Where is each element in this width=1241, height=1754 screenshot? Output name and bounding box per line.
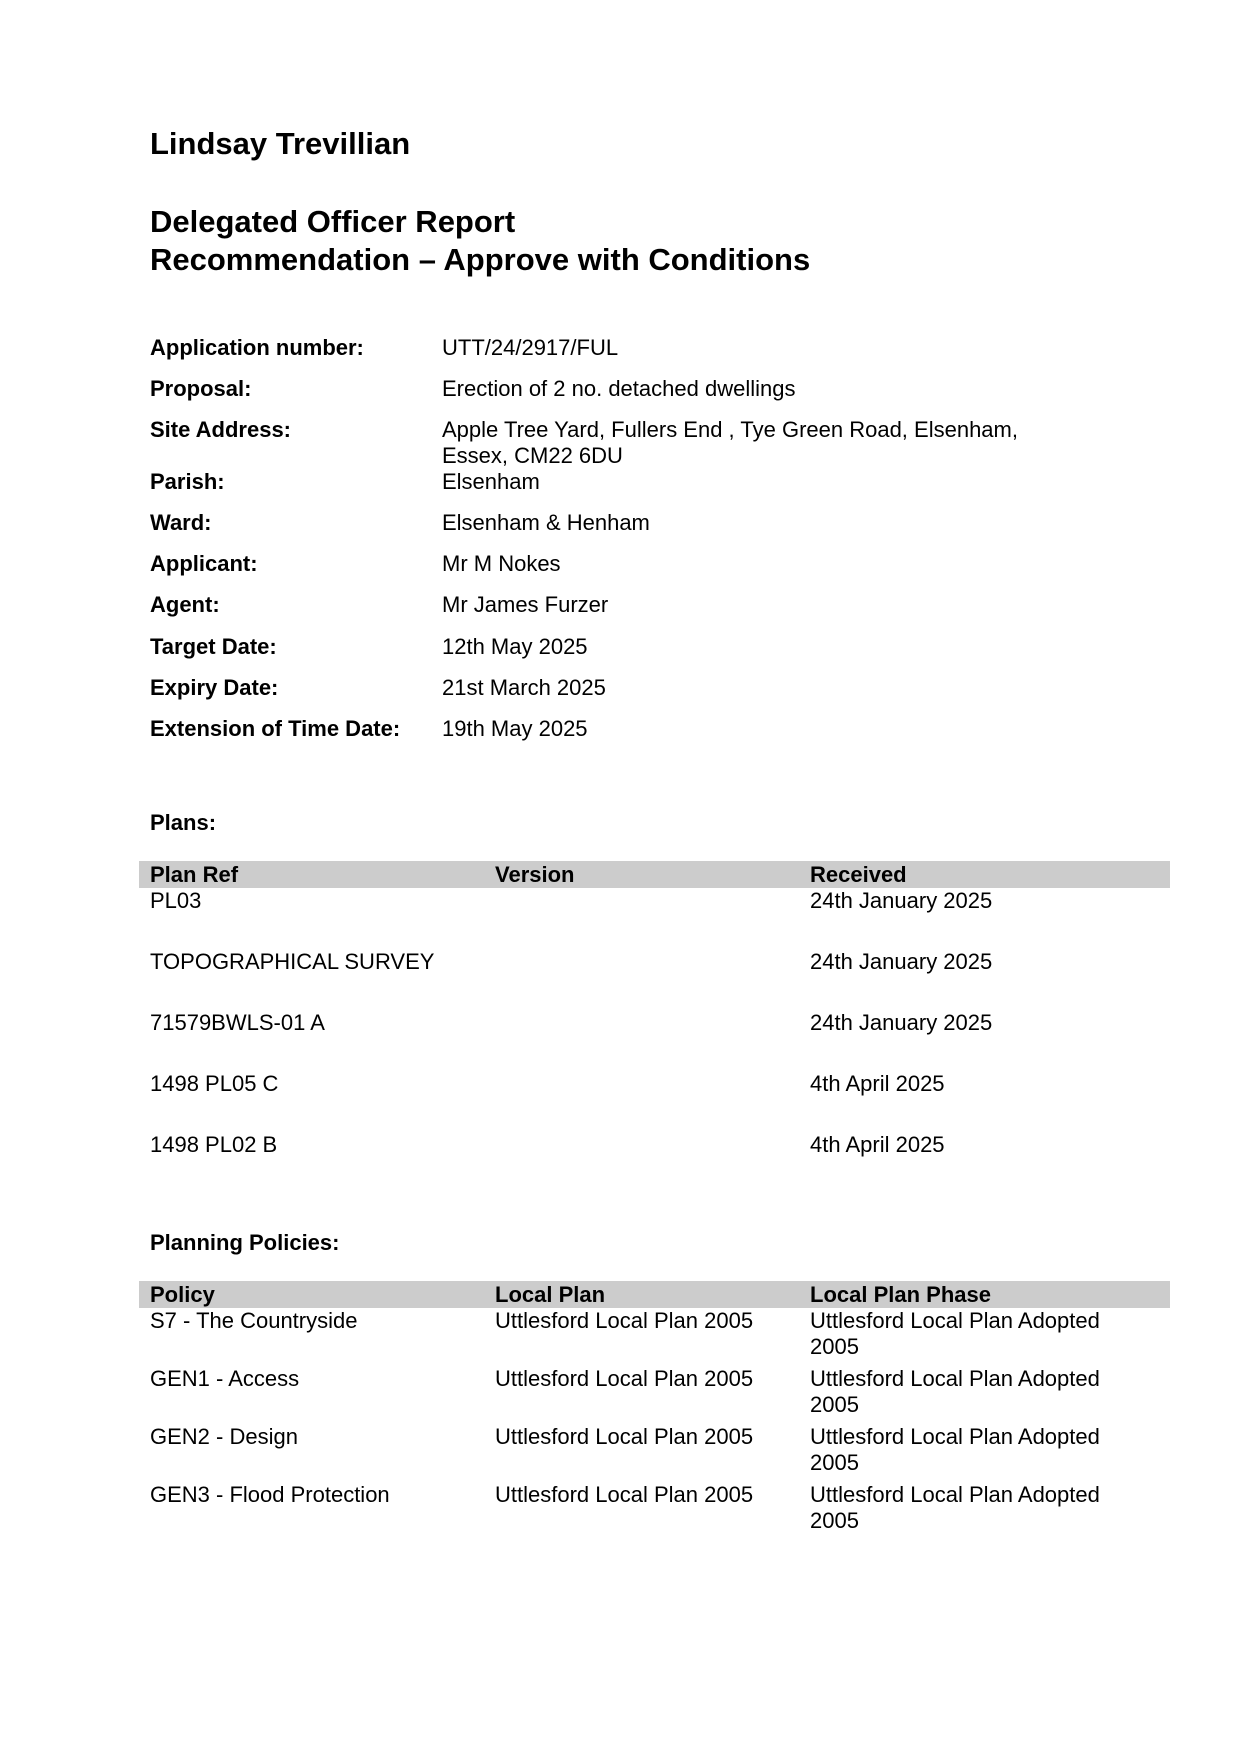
plan-received: 4th April 2025 <box>810 1071 945 1096</box>
table-row <box>139 1132 1170 1193</box>
detail-extension-date <box>150 716 1100 742</box>
policy-name: S7 - The Countryside <box>150 1308 358 1333</box>
policy-local-plan: Uttlesford Local Plan 2005 <box>495 1482 754 1507</box>
detail-label: Applicant: <box>150 551 258 576</box>
plan-received: 24th January 2025 <box>810 888 993 913</box>
detail-ward <box>150 510 1100 536</box>
detail-value: 12th May 2025 <box>442 634 588 659</box>
policies-table <box>139 1281 1170 1540</box>
policy-phase: Uttlesford Local Plan Adopted 2005 <box>810 1482 1100 1533</box>
policies-table-header <box>139 1281 1170 1308</box>
detail-label: Expiry Date: <box>150 675 279 700</box>
detail-site-address <box>150 417 1100 469</box>
column-header: Local Plan Phase <box>810 1282 991 1307</box>
policy-phase: Uttlesford Local Plan Adopted 2005 <box>810 1308 1100 1359</box>
column-header: Policy <box>150 1282 215 1307</box>
column-header: Plan Ref <box>150 862 239 887</box>
detail-value-line2: Essex, CM22 6DU <box>442 443 623 468</box>
column-header: Local Plan <box>495 1282 606 1307</box>
detail-application-number <box>150 335 1100 361</box>
detail-applicant <box>150 551 1100 577</box>
detail-target-date <box>150 634 1100 660</box>
detail-label: Target Date: <box>150 634 277 659</box>
detail-label: Ward: <box>150 510 212 535</box>
policy-name: GEN1 - Access <box>150 1366 300 1391</box>
detail-proposal <box>150 376 1100 402</box>
plan-received: 24th January 2025 <box>810 1010 993 1035</box>
detail-value: UTT/24/2917/FUL <box>442 335 619 360</box>
plan-ref: PL03 <box>150 888 202 913</box>
detail-label: Application number: <box>150 335 364 360</box>
detail-label: Parish: <box>150 469 225 494</box>
policies-heading: Planning Policies: <box>150 1230 340 1255</box>
officer-name: Lindsay Trevillian <box>150 126 411 161</box>
table-row <box>139 1308 1170 1366</box>
table-row <box>139 1424 1170 1482</box>
plan-received: 24th January 2025 <box>810 949 993 974</box>
policy-local-plan: Uttlesford Local Plan 2005 <box>495 1308 754 1333</box>
policy-phase: Uttlesford Local Plan Adopted 2005 <box>810 1366 1100 1417</box>
detail-label: Site Address: <box>150 417 292 442</box>
detail-agent <box>150 592 1100 618</box>
detail-parish <box>150 469 1100 495</box>
column-header: Received <box>810 862 907 887</box>
table-row <box>139 1366 1170 1424</box>
detail-value: Apple Tree Yard, Fullers End , Tye Green Road, Elsenham, <box>442 417 1018 442</box>
detail-value: 19th May 2025 <box>442 716 588 741</box>
plan-ref: 71579BWLS-01 A <box>150 1010 325 1035</box>
plan-ref: 1498 PL05 C <box>150 1071 279 1096</box>
detail-value: Erection of 2 no. detached dwellings <box>442 376 796 401</box>
detail-value: Elsenham & Henham <box>442 510 650 535</box>
detail-value: Mr M Nokes <box>442 551 561 576</box>
policy-phase: Uttlesford Local Plan Adopted 2005 <box>810 1424 1100 1475</box>
detail-label: Extension of Time Date: <box>150 716 401 741</box>
plans-table-header <box>139 861 1170 888</box>
detail-label: Agent: <box>150 592 220 617</box>
detail-value: Mr James Furzer <box>442 592 609 617</box>
plans-heading: Plans: <box>150 810 217 835</box>
plan-ref: 1498 PL02 B <box>150 1132 278 1157</box>
policy-local-plan: Uttlesford Local Plan 2005 <box>495 1366 754 1391</box>
report-title-line1: Delegated Officer Report <box>150 204 516 239</box>
table-row <box>139 1071 1170 1132</box>
table-row <box>139 888 1170 949</box>
table-row <box>139 949 1170 1010</box>
policy-name: GEN2 - Design <box>150 1424 298 1449</box>
recommendation: Recommendation – Approve with Conditions <box>150 242 811 277</box>
plans-table <box>139 861 1170 1193</box>
report-title <box>150 203 810 279</box>
policy-name: GEN3 - Flood Protection <box>150 1482 390 1507</box>
detail-value: 21st March 2025 <box>442 675 606 700</box>
plan-ref: TOPOGRAPHICAL SURVEY <box>150 949 435 974</box>
detail-label: Proposal: <box>150 376 252 401</box>
table-row <box>139 1482 1170 1540</box>
table-row <box>139 1010 1170 1071</box>
column-header: Version <box>495 862 575 887</box>
plan-received: 4th April 2025 <box>810 1132 945 1157</box>
detail-expiry-date <box>150 675 1100 701</box>
detail-value: Elsenham <box>442 469 540 494</box>
policy-local-plan: Uttlesford Local Plan 2005 <box>495 1424 754 1449</box>
